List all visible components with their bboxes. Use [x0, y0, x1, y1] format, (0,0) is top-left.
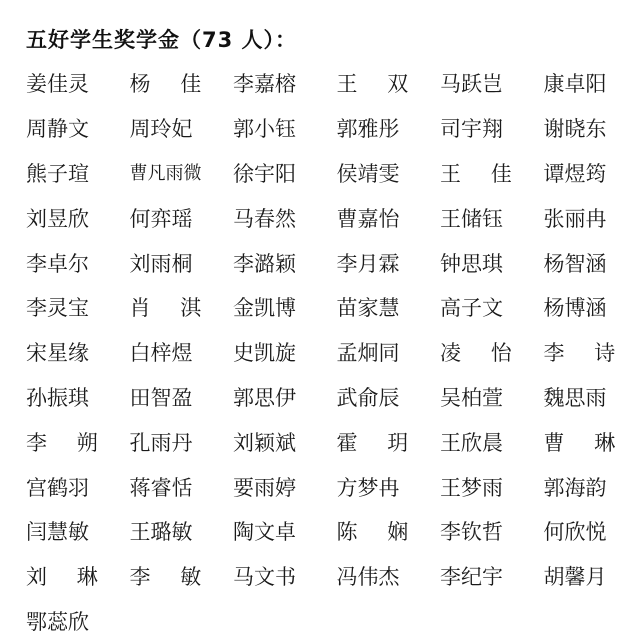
student-name: 陶文卓 — [233, 517, 337, 547]
student-name: 白梓煜 — [130, 338, 234, 368]
student-name: 李 诗 — [544, 338, 636, 368]
student-name: 康卓阳 — [544, 69, 636, 99]
student-name: 闫慧敏 — [26, 517, 130, 547]
student-name: 苗家慧 — [337, 293, 441, 323]
student-name: 胡馨月 — [544, 562, 636, 592]
student-name: 何欣悦 — [544, 517, 636, 547]
student-name: 李灵宝 — [26, 293, 130, 323]
student-name: 李卓尔 — [26, 249, 130, 279]
student-name: 李纪宇 — [440, 562, 544, 592]
student-name: 要雨婷 — [233, 473, 337, 503]
student-name: 孟炯同 — [337, 338, 441, 368]
student-name: 钟思琪 — [440, 249, 544, 279]
student-name: 司宇翔 — [440, 114, 544, 144]
student-name: 周静文 — [26, 114, 130, 144]
student-name: 孔雨丹 — [130, 428, 234, 458]
student-name: 李潞颖 — [233, 249, 337, 279]
student-name: 郭思伊 — [233, 383, 337, 413]
student-name: 王梦雨 — [440, 473, 544, 503]
name-list — [26, 62, 626, 644]
student-name: 张丽冉 — [544, 204, 636, 234]
student-name: 冯伟杰 — [337, 562, 441, 592]
student-name: 刘 琳 — [26, 562, 130, 592]
student-name: 宋星缘 — [26, 338, 130, 368]
student-name: 李 朔 — [26, 428, 130, 458]
student-name: 杨博涵 — [544, 293, 636, 323]
student-name: 霍 玥 — [337, 428, 441, 458]
student-name: 陈 娴 — [337, 517, 441, 547]
student-name: 曹 琳 — [544, 428, 636, 458]
student-name: 周玲妃 — [130, 114, 234, 144]
student-name: 李钦哲 — [440, 517, 544, 547]
student-name: 鄂蕊欣 — [26, 607, 130, 637]
student-name: 侯靖雯 — [337, 159, 441, 189]
student-name: 马跃岂 — [440, 69, 544, 99]
student-name: 凌 怡 — [440, 338, 544, 368]
student-name: 郭小钰 — [233, 114, 337, 144]
student-name: 姜佳灵 — [26, 69, 130, 99]
student-name: 王 双 — [337, 69, 441, 99]
student-name: 肖 淇 — [130, 293, 234, 323]
student-name: 何弈瑶 — [130, 204, 234, 234]
award-title: 五好学生奖学金（73 人）： — [26, 24, 297, 56]
student-name: 李 敏 — [130, 562, 234, 592]
student-name: 马春然 — [233, 204, 337, 234]
student-name: 郭雅彤 — [337, 114, 441, 144]
student-name: 王储钰 — [440, 204, 544, 234]
student-name: 杨智涵 — [544, 249, 636, 279]
student-name: 徐宇阳 — [233, 159, 337, 189]
student-name: 高子文 — [440, 293, 544, 323]
student-name: 武俞辰 — [337, 383, 441, 413]
student-name: 王璐敏 — [130, 517, 234, 547]
student-name: 谢晓东 — [544, 114, 636, 144]
student-name: 谭煜筠 — [544, 159, 636, 189]
student-name: 史凯旋 — [233, 338, 337, 368]
student-name: 马文书 — [233, 562, 337, 592]
student-name: 魏思雨 — [544, 383, 636, 413]
student-name: 刘昱欣 — [26, 204, 130, 234]
student-name: 熊子瑄 — [26, 159, 130, 189]
student-name: 刘颖斌 — [233, 428, 337, 458]
student-name: 田智盈 — [130, 383, 234, 413]
student-name: 蒋睿恬 — [130, 473, 234, 503]
student-name: 宫鹤羽 — [26, 473, 130, 503]
student-name: 郭海韵 — [544, 473, 636, 503]
student-name: 杨 佳 — [130, 69, 234, 99]
student-name: 王欣晨 — [440, 428, 544, 458]
student-name: 吴柏萱 — [440, 383, 544, 413]
student-name: 曹凡雨微 — [130, 159, 234, 189]
student-name: 曹嘉怡 — [337, 204, 441, 234]
student-name: 方梦冉 — [337, 473, 441, 503]
student-name: 金凯博 — [233, 293, 337, 323]
student-name: 李月霖 — [337, 249, 441, 279]
student-name: 孙振琪 — [26, 383, 130, 413]
student-name: 刘雨桐 — [130, 249, 234, 279]
student-name: 王 佳 — [440, 159, 544, 189]
student-name: 李嘉榕 — [233, 69, 337, 99]
